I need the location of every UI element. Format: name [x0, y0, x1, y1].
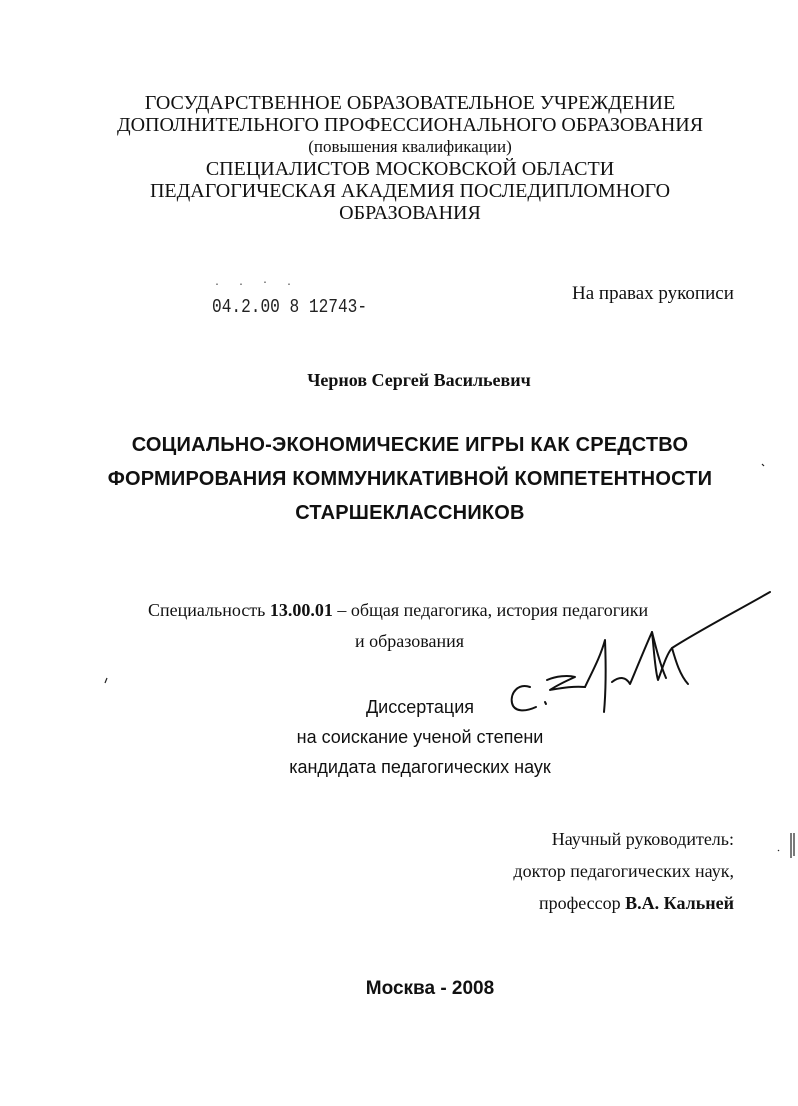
institution-line: ДОПОЛНИТЕЛЬНОГО ПРОФЕССИОНАЛЬНОГО ОБРАЗОВАНИЯ — [116, 114, 704, 136]
dissertation-line: кандидата педагогических наук — [289, 757, 551, 777]
supervisor-title: профессор — [538, 893, 626, 913]
supervisor-name: В.А. Кальней — [625, 893, 734, 913]
supervisor-degree: доктор педагогических наук, — [513, 861, 734, 881]
library-stamp-number: 04.2.00 8 12743- — [212, 296, 368, 318]
scan-mark — [762, 464, 764, 466]
title-line: ФОРМИРОВАНИЯ КОММУНИКАТИВНОЙ КОМПЕТЕНТНОСТИ — [107, 468, 713, 490]
specialty-code: 13.00.01 — [269, 600, 333, 620]
signature-stroke — [545, 702, 546, 704]
signature-stroke — [672, 592, 770, 648]
supervisor-label: Научный руководитель: — [551, 829, 734, 849]
author-name: Чернов Сергей Васильевич — [307, 370, 531, 390]
institution-line: ГОСУДАРСТВЕННОЕ ОБРАЗОВАТЕЛЬНОЕ УЧРЕЖДЕНИЕ — [144, 92, 676, 114]
institution-line: (повышения квалификации) — [308, 137, 512, 156]
dissertation-line: Диссертация — [365, 697, 475, 717]
signature-stroke — [585, 640, 606, 712]
specialty-prefix: Специальность — [148, 600, 270, 620]
specialty-text: – общая педагогика, история педагогики — [332, 600, 649, 620]
title-line: СОЦИАЛЬНО-ЭКОНОМИЧЕСКИЕ ИГРЫ КАК СРЕДСТВО — [131, 434, 689, 456]
signature-stroke — [652, 632, 688, 684]
signature-stroke — [512, 686, 536, 710]
signature-stroke — [547, 676, 585, 690]
institution-line: ПЕДАГОГИЧЕСКАЯ АКАДЕМИЯ ПОСЛЕДИПЛОМНОГО — [149, 180, 671, 202]
scan-mark — [778, 850, 779, 851]
specialty-line-2: и образования — [355, 631, 465, 651]
title-line: СТАРШЕКЛАССНИКОВ — [295, 502, 525, 524]
scan-mark — [105, 678, 107, 683]
institution-line: СПЕЦИАЛИСТОВ МОСКОВСКОЙ ОБЛАСТИ — [205, 158, 615, 180]
institution-line: ОБРАЗОВАНИЯ — [339, 202, 481, 224]
dissertation-line: на соискание ученой степени — [296, 727, 544, 747]
place-year: Москва - 2008 — [365, 978, 495, 999]
stamp-marks: . . · . — [214, 278, 299, 289]
manuscript-note: На правах рукописи — [572, 283, 734, 304]
